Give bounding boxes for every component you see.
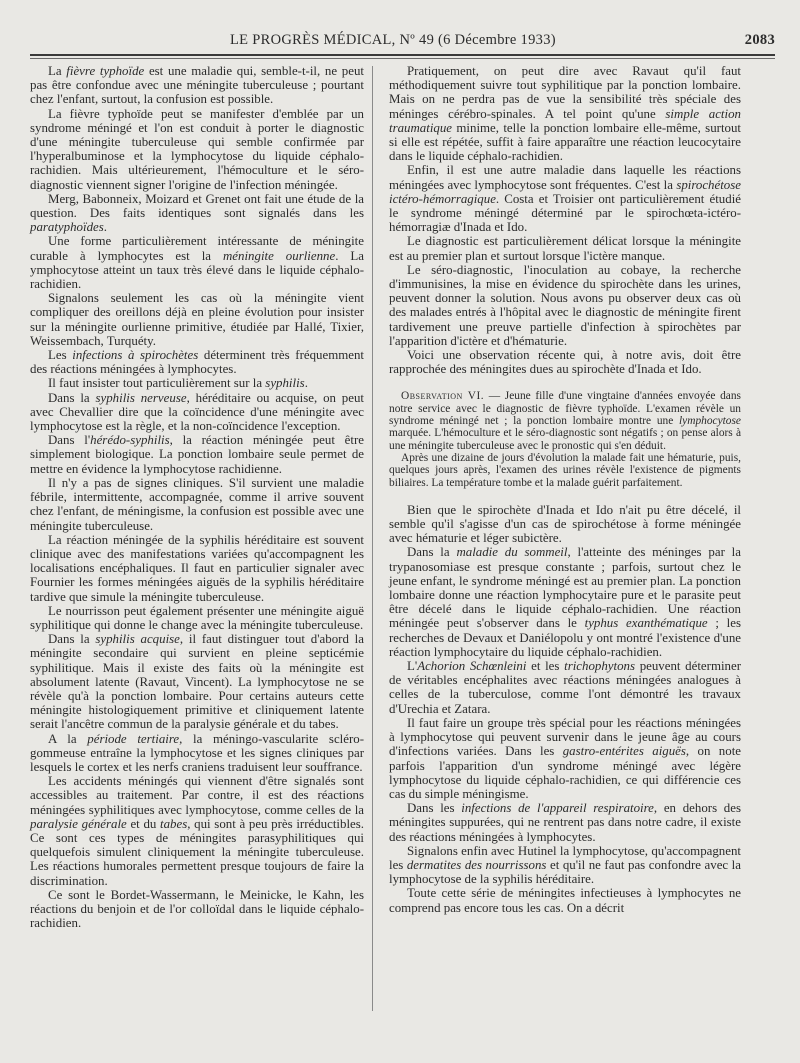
italic-term: tabes: [160, 816, 188, 831]
body-paragraph: [30, 604, 364, 632]
text-run: Il faut insister tout particulièrement sur la: [48, 376, 266, 391]
body-paragraph: [389, 545, 741, 659]
text-run: et les: [526, 659, 565, 674]
text-run: Voici une observation récente qui, à notre avis, doit être rapprochée des méningites dues au spirochète d'Inada et Ido.: [389, 348, 741, 377]
text-run: Toute cette série de méningites infectieuses à lymphocytes ne comprend pas encore tous les cas. On a décrit: [389, 886, 741, 915]
text-run: A la: [48, 731, 88, 746]
text-run: Le séro-diagnostic, l'inoculation au cobaye, la recherche d'immunisines, la mise en évidence du spirochète dans les urines, peuvent donner la solution. Nous avons pu observer deux cas où des malades entrés à l'hôpital avec le diagnostic de méningite firent tardivement une preuve partielle d'infection à spirochètes par l'apparition d'ictère et d'hématurie.: [389, 262, 741, 348]
text-run: , la méningo-vascularite scléro-gommeuse entraîne la lymphocytose et les signes cliniques par lesquels le cortex et les nerfs craniens traduisent leur souffrance.: [30, 731, 365, 774]
text-run: . La ymphocytose atteint un taux très élevé dans le liquide céphalo-rachidien.: [30, 248, 365, 292]
text-run: . Costa et Troisier ont particulièrement étudié le syndrome méningé déterminé par le spirochœta-ictéro-hémorragiæ d'Inada et Ido.: [389, 191, 741, 235]
italic-term: spirochétose ictéro-hémorragique: [389, 177, 741, 206]
italic-term: gastro-entérites aiguës: [562, 744, 686, 759]
text-run: Pratiquement, on peut dire avec Ravaut qu'il faut méthodiquement suivre tout syphilitique par la ponction lombaire. Mais on ne perdra pas de vue la sensibilité très spéciale des méninges cérébro-spinales. A tel point qu'une: [389, 64, 741, 121]
text-run: et du: [126, 816, 161, 831]
text-run: , en dehors des méningites suppurées, qui ne rentrent pas dans notre cadre, il existe des réactions méningées à lymphocytes.: [389, 801, 741, 844]
body-paragraph: [30, 291, 364, 348]
body-paragraph: [30, 234, 364, 291]
text-run: Il n'y a pas de signes cliniques. S'il survient une maladie fébrile, intermittente, accompagnée, comme il arrive souvent chez l'enfant, de méningisme, la confusion est possible avec une méningite tuberculeuse.: [30, 475, 364, 533]
text-run: minime, telle la ponction lombaire elle-même, surtout si elle est répétée, suffit à faire apparaître une réaction leucocytaire dans le liquide céphalo-rachidien.: [389, 120, 741, 164]
text-run: Signalons enfin avec Hutinel la lymphocytose, qu'accompagnent les: [389, 843, 741, 872]
body-paragraph: [30, 107, 364, 192]
body-paragraph: [30, 632, 364, 731]
body-paragraph: [30, 64, 364, 107]
header-rule-thick: [30, 54, 775, 56]
text-run: et qu'il ne faut pas confondre avec la lymphocytose de la syphilis héréditaire.: [389, 857, 741, 887]
body-paragraph: [30, 732, 364, 775]
text-run: L': [407, 659, 418, 674]
text-run: Dans la: [48, 390, 96, 405]
column-divider: [372, 66, 373, 1011]
italic-term: période tertiaire: [87, 731, 180, 746]
italic-term: infections de l'appareil respiratoire: [461, 801, 654, 816]
page-number: 2083: [744, 32, 775, 48]
text-run: ; les recherches de Devaux et Daniélopolu y ont montré l'existence d'une réaction lymphocytaire du liquide céphalo-rachidien.: [389, 616, 741, 659]
text-run: Dans l': [48, 433, 91, 448]
body-paragraph: [30, 888, 364, 931]
text-run: Merg, Babonneix, Moizard et Grenet ont fait une étude de la question. Des faits identiques sont signalés dans les: [30, 191, 364, 221]
text-run: , on note parfois l'apparition d'un syndrome méningé avec légère lymphocytose du liquide céphalo-rachidien, ce qui différencie ces cas du simple méningisme.: [389, 744, 741, 801]
body-paragraph: [389, 801, 741, 844]
body-paragraph: [30, 192, 364, 235]
italic-term: dermatites des nourrissons: [406, 857, 547, 872]
italic-term: infections à spirochètes: [72, 348, 199, 363]
text-run: Ce sont le Bordet-Wassermann, le Meinicke, le Kahn, les réactions du benjoin et de l'or colloïdal dans le liquide céphalo-rachidien.: [30, 887, 364, 931]
italic-term: méningite ourlienne: [223, 248, 336, 263]
italic-term: Achorion Schœnleini: [417, 659, 527, 674]
body-paragraph: [30, 533, 364, 604]
text-run: Dans la: [407, 545, 457, 560]
text-run: La fièvre typhoïde peut se manifester d'emblée par un syndrome méningé et l'on est conduit à porter le diagnostic d'une méningite tuberculeuse qui semble confirmée par l'hyperalbuminose et la lymphocytose du liquide céphalo-rachidien. Mais ultérieurement, l'hémoculture et le séro-diagnostic viennent signer l'origine de l'infection méningée.: [30, 106, 364, 192]
italic-term: lymphocytose: [679, 415, 741, 428]
left-column: [30, 64, 364, 930]
text-run: , l'atteinte des méninges par la trypanosomiase est presque constante ; parfois, surtout chez le jeune enfant, le syndrome méningé est au premier plan. La ponction lombaire donne une réaction lymphocytaire pure et le parasite peut être décelé dans le liquide céphalo-rachidien. Une réaction méningée peut s'observer dans le: [389, 545, 741, 631]
body-paragraph: [30, 376, 364, 390]
right-column-after-observation: [389, 503, 741, 915]
body-paragraph: [30, 476, 364, 533]
observation-paragraph: [389, 390, 741, 451]
italic-term: syphilis acquise: [95, 632, 180, 647]
body-paragraph: [389, 886, 741, 914]
text-run: Les accidents méningés qui viennent d'être signalés sont accessibles au traitement. Par contre, il est des réactions méningées syphilitiques avec lymphocytose, comme celles de la: [30, 774, 364, 817]
body-paragraph: [389, 234, 741, 262]
text-run: , la réaction méningée peut être simplement biologique. La ponction lombaire seule permet de mettre en évidence la lymphocytose rachidienne.: [30, 433, 364, 476]
text-run: peuvent déterminer de véritables encéphalites avec réactions méningées analogues à celles de la tuberculose, comme l'ont démontré les travaux d'Urechia et Zatara.: [389, 659, 742, 716]
body-paragraph: [389, 659, 741, 716]
italic-term: paralysie générale: [30, 816, 127, 831]
italic-term: fièvre typhoïde: [66, 64, 145, 78]
italic-term: typhus exanthématique: [584, 616, 708, 631]
journal-header-title: LE PROGRÈS MÉDICAL, Nº 49 (6 Décembre 1933): [230, 32, 556, 48]
text-run: — Jeune fille d'une vingtaine d'années envoyée dans notre service avec le diagnostic de fièvre typhoïde. L'examen révèle un syndrome méningé net ; la ponction lombaire montre une: [389, 390, 741, 428]
italic-term: hérédo-syphilis: [90, 433, 170, 448]
text-run: est une maladie qui, semble-t-il, ne peut pas être confondue avec une méningite tuberculeuse ; pourtant chez l'enfant, surtout, la confusion est possible.: [30, 64, 364, 107]
text-run: déterminent très fréquemment des réactions méningées à lymphocytes.: [30, 348, 364, 377]
body-paragraph: [30, 433, 364, 476]
observation-label: Observation VI.: [401, 390, 485, 403]
text-run: Après une dizaine de jours d'évolution la malade fait une hématurie, puis, quelques jours après, l'examen des urines révèle l'existence de pigments biliaires. La température tombe et la malade guérit parfaitement.: [389, 451, 741, 489]
italic-term: trichophytons: [564, 659, 636, 674]
right-column-before-observation: [389, 64, 741, 376]
body-paragraph: [30, 774, 364, 888]
text-run: Enfin, il est une autre maladie dans laquelle les réactions méningées avec lymphocytose sont fréquentes. C'est la: [389, 163, 741, 192]
body-paragraph: [389, 503, 741, 546]
italic-term: paratyphoïdes: [30, 220, 104, 235]
text-run: marquée. L'hémoculture et le séro-diagnostic sont négatifs ; on pense alors à une méningite tuberculeuse avec le pronostic qui s'en déduit.: [389, 427, 741, 452]
right-column: [389, 64, 741, 915]
text-run: Le diagnostic est particulièrement délicat lorsque la méningite est au premier plan et surtout lorsque l'ictère manque.: [389, 234, 741, 263]
text-run: Dans les: [407, 801, 462, 816]
italic-term: syphilis nerveuse: [95, 390, 187, 405]
text-run: Il faut faire un groupe très spécial pour les réactions méningées à lymphocytose qui peuvent survenir dans le jeune âge au cours d'infections variées. Dans les: [389, 715, 741, 759]
observation-paragraph: [389, 452, 741, 489]
text-run: , héréditaire ou acquise, on peut avec Chevallier dire que la coïncidence d'une méningite avec lymphocytose est la règle, et la non-coïncidence l'exception.: [30, 390, 364, 434]
italic-term: simple action traumatique: [389, 106, 741, 135]
text-run: .: [304, 376, 308, 391]
text-run: Le nourrisson peut également présenter une méningite aiguë syphilitique qui donne le change avec la méningite tuberculeuse.: [30, 603, 364, 632]
body-paragraph: [389, 64, 741, 163]
text-run: La: [48, 64, 67, 78]
running-header: [30, 30, 775, 54]
body-paragraph: [389, 263, 741, 348]
header-rule-thin: [30, 58, 775, 59]
text-run: , qui sont à peu près irréductibles. Ce sont ces types de méningites parasyphilitiques qui quelquefois simulent cliniquement la méningite tuberculeuse. Les réactions humorales permettent presque toujours de faire la discrimination.: [30, 816, 364, 888]
text-run: La réaction méningée de la syphilis héréditaire est souvent clinique avec des manifestations variées qu'accompagnent les localisations encéphaliques. Il faut en particulier signaler avec Fournier les formes méningées aiguës de la syphilis héréditaire tardive que simule la méningite tuberculeuse.: [30, 532, 364, 604]
body-paragraph: [389, 844, 741, 887]
text-run: .: [103, 220, 107, 235]
text-run: Une forme particulièrement intéressante de méningite curable à lymphocytes est la: [30, 234, 364, 263]
text-run: Bien que le spirochète d'Inada et Ido n'ait pu être décelé, il semble qu'il s'agisse d'un cas de spirochétose à forme méningée avec hématurie et léger subictère.: [389, 502, 741, 546]
observation-block: [389, 390, 741, 488]
body-paragraph: [389, 716, 741, 801]
body-paragraph: [30, 391, 364, 434]
text-run: Dans la: [48, 632, 96, 647]
italic-term: maladie du sommeil: [456, 545, 568, 560]
body-paragraph: [30, 348, 364, 376]
body-paragraph: [389, 348, 741, 376]
text-run: Les: [48, 348, 73, 363]
text-run: Signalons seulement les cas où la méningite vient compliquer des oreillons déjà en pleine évolution pour insister sur la méningite ourlienne primitive, étudiée par Hallé, Tixier, Weissembach, Turquéty.: [30, 291, 364, 348]
body-paragraph: [389, 163, 741, 234]
text-run: , il faut distinguer tout d'abord la méningite secondaire qui survient en pleine septicémie syphilitique. Mais il existe des faits où la méningite est absolument latente (Ravaut, Vincent). La lymphocytose ne se révèle qu'à la ponction lombaire. Pour certains auteurs cette méningite histologiquement primitive et cliniquement latente serait l'ancêtre commun de la paralysie générale et du tabes.: [30, 632, 364, 732]
italic-term: syphilis: [265, 376, 305, 391]
